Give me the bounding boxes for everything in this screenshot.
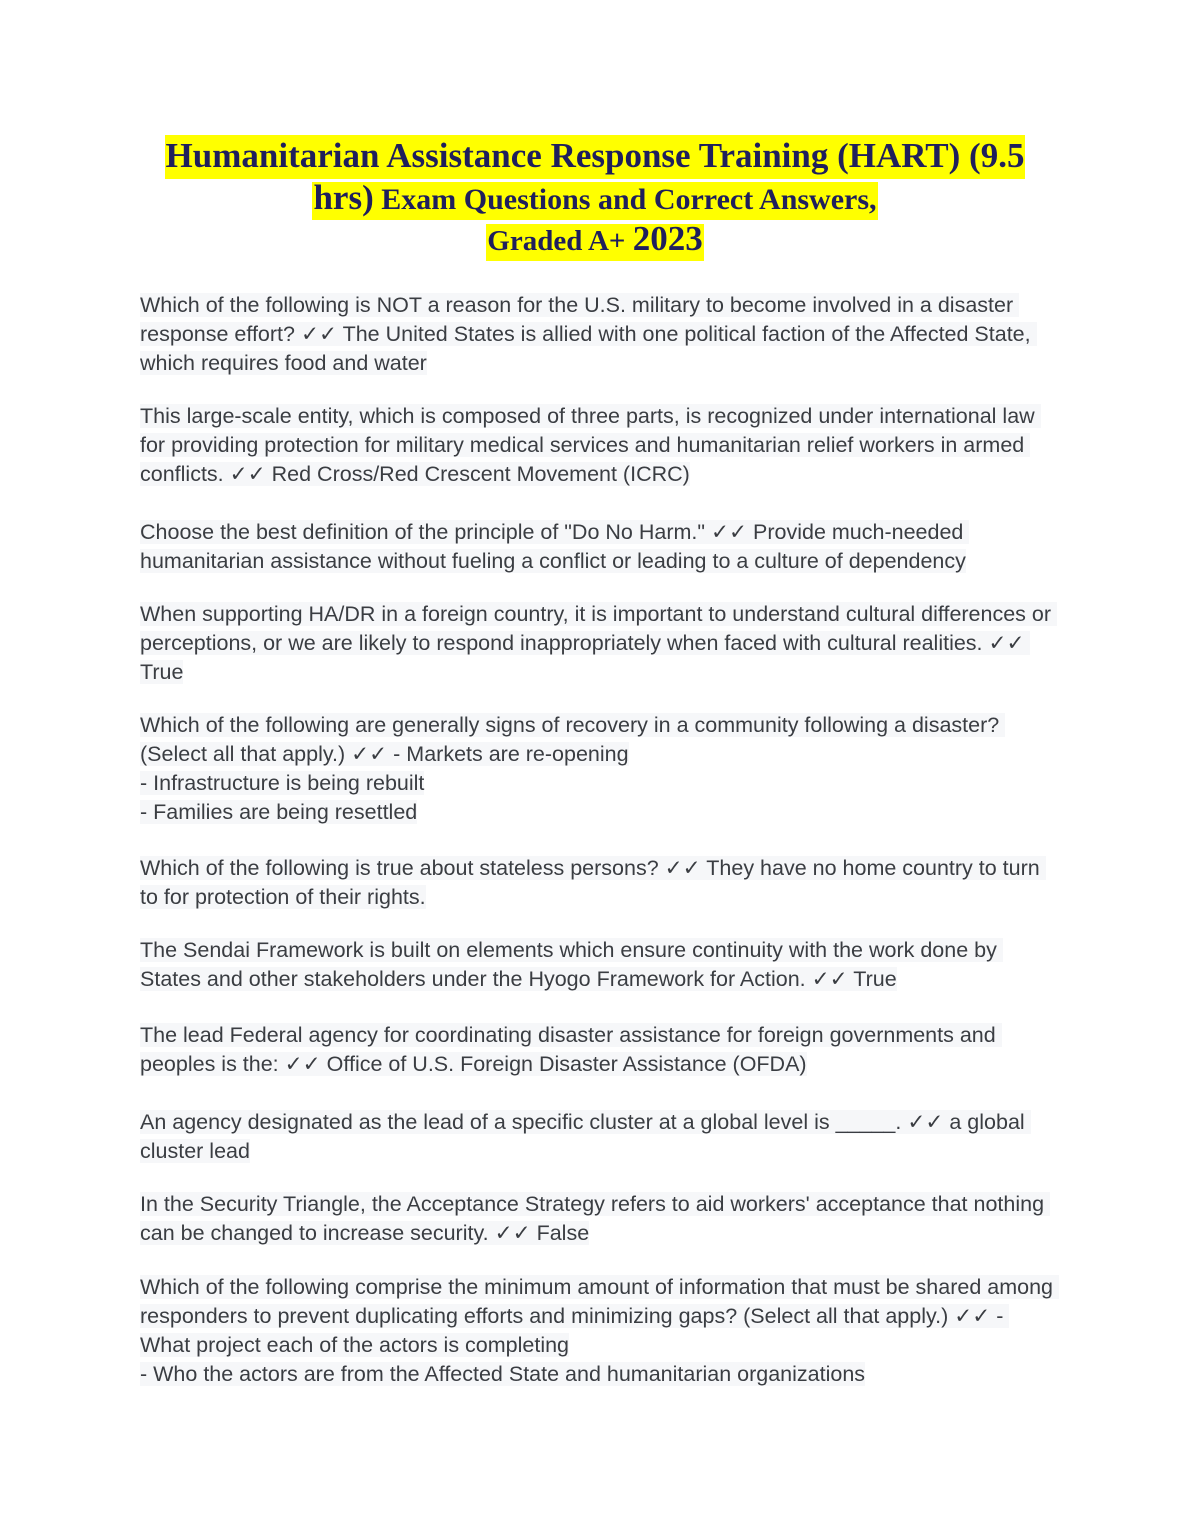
qa-answer: - Markets are re-opening - Infrastructure is being rebuilt - Families are being resettled <box>140 742 629 824</box>
qa-item <box>140 854 1055 912</box>
title-line-2-part-b: Exam Questions and Correct Answers, <box>373 183 877 216</box>
qa-question: Which of the following is true about stateless persons? <box>140 856 659 880</box>
qa-item <box>140 600 1058 687</box>
check-mark-icon: ✓✓ <box>711 520 748 544</box>
qa-item <box>140 1273 1059 1389</box>
title-line-3-part-a: Graded A+ <box>487 225 633 257</box>
title-line-3 <box>0 221 1190 256</box>
qa-question: This large-scale entity, which is composed of three parts, is recognized under international law for providing protection for military medical services and humanitarian relief workers in armed conflicts. <box>140 404 1041 486</box>
qa-answer: They have no home country to turn to for protection of their rights. <box>140 856 1046 909</box>
qa-question: An agency designated as the lead of a specific cluster at a global level is _____. <box>140 1110 902 1134</box>
qa-answer: - What project each of the actors is completing - Who the actors are from the Affected State and humanitarian organizations <box>140 1304 1004 1386</box>
qa-question: Choose the best definition of the principle of "Do No Harm." <box>140 520 706 544</box>
qa-item <box>140 291 1055 378</box>
title-line-3-highlight <box>486 219 703 261</box>
title-line-2-part-a: hrs) <box>313 178 374 217</box>
qa-question: Which of the following is NOT a reason for the U.S. military to become involved in a disaster response effort? <box>140 293 1020 346</box>
qa-question: When supporting HA/DR in a foreign country, it is important to understand cultural differences or perceptions, or we are likely to respond inappropriately when faced with cultural realities. <box>140 602 1058 655</box>
qa-item <box>140 1190 1055 1248</box>
qa-answer: True <box>853 967 897 991</box>
qa-answer: True <box>140 660 184 684</box>
check-mark-icon: ✓✓ <box>300 322 337 346</box>
qa-question: The lead Federal agency for coordinating disaster assistance for foreign governments and peoples is the: <box>140 1023 1002 1076</box>
check-mark-icon: ✓✓ <box>988 631 1025 655</box>
qa-answer: False <box>536 1221 590 1245</box>
qa-answer: Red Cross/Red Crescent Movement (ICRC) <box>271 462 690 486</box>
qa-question: The Sendai Framework is built on elements which ensure continuity with the work done by States and other stakeholders under the Hyogo Framework for Action. <box>140 938 1003 991</box>
title-line-2-highlight <box>312 178 877 220</box>
qa-answer: Provide much-needed humanitarian assistance without fueling a conflict or leading to a culture of dependency <box>140 520 970 573</box>
title-line-1 <box>0 138 1190 173</box>
qa-item <box>140 402 1055 489</box>
qa-item <box>140 518 1055 576</box>
qa-answer: The United States is allied with one political faction of the Affected State, which requires food and water <box>140 322 1037 375</box>
qa-item <box>140 1108 1055 1166</box>
qa-question: Which of the following comprise the minimum amount of information that must be shared among responders to prevent duplicating efforts and minimizing gaps? (Select all that apply.) <box>140 1275 1059 1328</box>
check-mark-icon: ✓✓ <box>664 856 701 880</box>
qa-item <box>140 1021 1055 1079</box>
check-mark-icon: ✓✓ <box>229 462 266 486</box>
check-mark-icon: ✓✓ <box>954 1304 991 1328</box>
qa-item <box>140 936 1055 994</box>
check-mark-icon: ✓✓ <box>907 1110 944 1134</box>
qa-answer: a global cluster lead <box>140 1110 1031 1163</box>
qa-item <box>140 711 1055 827</box>
title-line-1-text: Humanitarian Assistance Response Training (HART) (9.5 <box>165 135 1026 179</box>
qa-question: In the Security Triangle, the Acceptance Strategy refers to aid workers' acceptance that nothing can be changed to increase security. <box>140 1192 1051 1245</box>
check-mark-icon: ✓✓ <box>284 1052 321 1076</box>
check-mark-icon: ✓✓ <box>494 1221 531 1245</box>
title-line-2 <box>0 180 1190 215</box>
check-mark-icon: ✓✓ <box>351 742 388 766</box>
document-title <box>0 138 1190 256</box>
check-mark-icon: ✓✓ <box>811 967 848 991</box>
qa-question: Which of the following are generally signs of recovery in a community following a disaster? (Select all that apply.) <box>140 713 1006 766</box>
qa-list <box>140 291 1059 1389</box>
title-line-3-part-b: 2023 <box>632 219 703 258</box>
qa-answer: Office of U.S. Foreign Disaster Assistance (OFDA) <box>326 1052 807 1076</box>
